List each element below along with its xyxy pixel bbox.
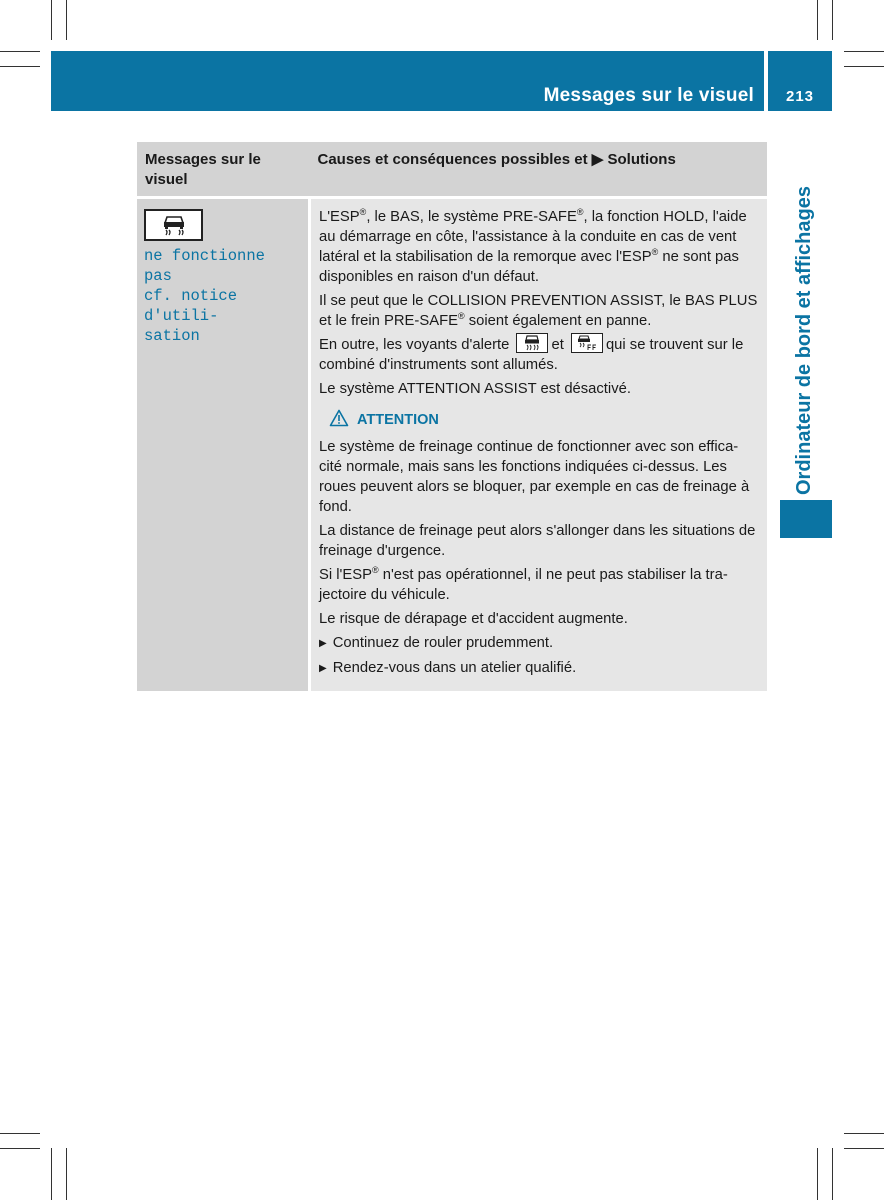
crop-mark bbox=[844, 66, 884, 67]
crop-mark bbox=[51, 0, 52, 40]
warning-label: ATTENTION bbox=[357, 412, 439, 429]
esp-off-icon bbox=[571, 333, 603, 353]
solution-bullet: ▶ Rendez-vous dans un atelier qualifié. bbox=[319, 658, 761, 679]
crop-mark bbox=[0, 66, 40, 67]
crop-mark bbox=[844, 1133, 884, 1134]
chapter-marker-block bbox=[780, 500, 832, 538]
crop-mark bbox=[844, 51, 884, 52]
display-message-line: ne fonctionne pas bbox=[144, 247, 265, 285]
crop-mark bbox=[0, 1133, 40, 1134]
table-row bbox=[137, 198, 767, 692]
page-number: 213 bbox=[785, 88, 815, 105]
solution-bullet: ▶ Continuez de rouler prudemment. bbox=[319, 633, 761, 654]
header-bar bbox=[51, 51, 764, 111]
crop-mark bbox=[817, 0, 818, 40]
display-message-cell bbox=[137, 198, 310, 692]
chapter-label: Ordinateur de bord et affichages bbox=[793, 186, 815, 495]
page-number-box bbox=[768, 51, 832, 111]
warning-heading bbox=[329, 409, 761, 431]
bullet-arrow-icon: ▶ bbox=[319, 638, 327, 650]
warning-triangle-icon bbox=[329, 409, 349, 431]
cause-paragraph: Il se peut que le COLLISION PREVENTION ASSIST, le BAS PLUS et le frein PRE-SAFE® soient également en panne. bbox=[319, 293, 758, 329]
warning-paragraph: Si l'ESP® n'est pas opérationnel, il ne peut pas stabiliser la tra-jectoire du véhicule. bbox=[319, 565, 728, 604]
warning-paragraph: Le risque de dérapage et d'accident augmente. bbox=[319, 611, 628, 628]
crop-mark bbox=[832, 1148, 833, 1200]
crop-mark bbox=[0, 1148, 40, 1149]
section-title: Messages sur le visuel bbox=[543, 85, 754, 106]
warning-paragraph: La distance de freinage peut alors s'allonger dans les situations de freinage d'urgence. bbox=[319, 523, 756, 560]
crop-mark bbox=[51, 1148, 52, 1200]
warning-paragraph: Le système de freinage continue de fonctionner avec son effica-cité normale, mais sans les fonctions indiquées ci-dessus. Les roues peuvent alors se bloquer, par exemple en cas de freinage à fond. bbox=[319, 439, 750, 516]
cause-paragraph: Le système ATTENTION ASSIST est désactivé. bbox=[319, 381, 631, 398]
cause-paragraph: L'ESP®, le BAS, le système PRE-SAFE®, la fonction HOLD, l'aide au démarrage en côte, l'assistance à la conduite en cas de vent latéral et la stabilisation de la remorque avec l'ESP® ne sont pas disponibles en raison d'un défaut. bbox=[319, 207, 747, 285]
crop-mark bbox=[817, 1148, 818, 1200]
crop-mark bbox=[832, 0, 833, 40]
crop-mark bbox=[66, 1148, 67, 1200]
crop-mark bbox=[844, 1148, 884, 1149]
cause-paragraph: En outre, les voyants d'alerte et qui se trouvent sur le combiné d'instruments sont allumés. bbox=[319, 335, 761, 375]
table-header-row bbox=[137, 142, 767, 198]
column-header-messages: Messages sur le visuel bbox=[145, 151, 261, 188]
column-header-causes: Causes et conséquences possibles et ▶ Solutions bbox=[317, 151, 676, 168]
display-message-line: sation bbox=[144, 327, 200, 345]
bullet-arrow-icon: ▶ bbox=[319, 663, 327, 675]
crop-mark bbox=[0, 51, 40, 52]
chapter-side-tab bbox=[780, 150, 832, 495]
esp-warning-lamp-icon bbox=[516, 333, 548, 353]
messages-table bbox=[137, 142, 767, 691]
causes-cell bbox=[310, 198, 768, 692]
display-message-line: cf. notice d'utili- bbox=[144, 287, 238, 325]
esp-skid-car-icon bbox=[144, 209, 203, 241]
crop-mark bbox=[66, 0, 67, 40]
